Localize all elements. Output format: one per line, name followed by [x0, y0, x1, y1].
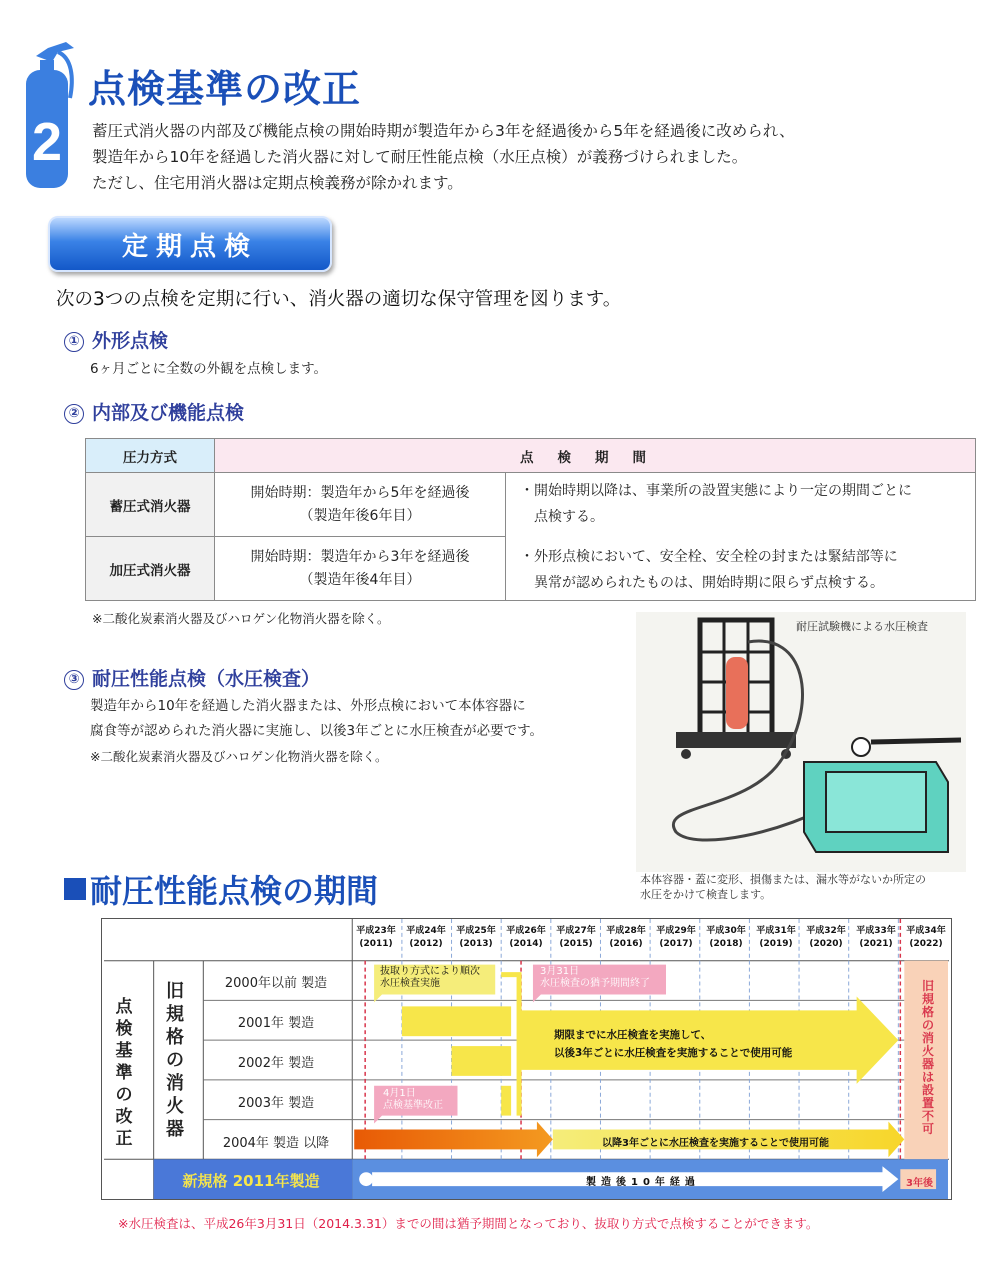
year-label	[751, 925, 801, 951]
heading-label: 外形点検	[92, 330, 169, 352]
intro-line: 製造年から10年を経過した消火器に対して耐圧性能点検（水圧点検）が義務づけられました。	[92, 148, 748, 166]
page-title: 点検基準の改正	[88, 67, 362, 111]
year-era: 平成33年	[856, 926, 896, 936]
year-label	[901, 925, 951, 951]
heading-external-inspection	[64, 326, 168, 353]
note-line: 異常が認められたものは、開始時期に限らず点検する。	[520, 574, 884, 591]
circled-number: ①	[64, 332, 84, 352]
row5-arrow-text: 以降3年ごとに水圧検査を実施することで使用可能	[602, 1138, 829, 1149]
big-arrow-text	[554, 1026, 792, 1062]
year-label	[551, 925, 601, 951]
year-era: 平成24年	[406, 926, 446, 936]
new-standard-label: 新規格 2011年製造	[182, 1171, 320, 1190]
year-ad: (2015)	[559, 939, 593, 949]
year-era: 平成29年	[656, 926, 696, 936]
table-header-period: 点検期間	[215, 439, 976, 473]
row-label: 2004年 製造 以降	[222, 1136, 330, 1151]
year-ad: (2019)	[759, 939, 793, 949]
year-ad: (2012)	[409, 939, 443, 949]
table-cell-name: 蓄圧式消火器	[86, 473, 215, 537]
year-ad: (2011)	[359, 939, 393, 949]
callout-line: 3月31日	[540, 966, 580, 977]
start-line: 開始時期：製造年から3年を経過後	[250, 548, 470, 565]
year-label	[451, 925, 501, 951]
table-cell-start	[215, 473, 506, 537]
year-label	[601, 925, 651, 951]
circled-number: ②	[64, 404, 84, 424]
start-line: （製造年後6年目）	[299, 507, 421, 524]
year-era: 平成34年	[906, 926, 946, 936]
callout-line: 水圧検査実施	[380, 978, 440, 989]
section-title-text: 耐圧性能点検の期間	[90, 872, 379, 910]
external-inspection-text: 6ヶ月ごとに全数の外観を点検します。	[90, 361, 328, 377]
callout-sampling-text	[380, 966, 480, 990]
square-bullet-icon	[64, 878, 86, 900]
year-ad: (2018)	[709, 939, 743, 949]
pink-vertical-label	[917, 980, 939, 1136]
year-era: 平成27年	[556, 926, 596, 936]
periodic-inspection-button[interactable]: 定期点検	[48, 216, 332, 272]
year-label	[851, 925, 901, 951]
yellow-bar-2003	[501, 1086, 511, 1116]
year-era: 平成26年	[506, 926, 546, 936]
pressure-inspection-text	[90, 694, 543, 769]
intro-text	[92, 118, 795, 196]
orange-arrow	[354, 1122, 553, 1158]
caption-line: 水圧をかけて検査します。	[640, 888, 772, 901]
year-label	[401, 925, 451, 951]
arrow-text-line: 期限までに水圧検査を実施して、	[554, 1029, 712, 1041]
heading-label: 内部及び機能点検	[92, 402, 245, 424]
year-ad: (2016)	[609, 939, 643, 949]
year-era: 平成28年	[606, 926, 646, 936]
fire-extinguisher-icon	[18, 38, 78, 188]
note-line: 点検する。	[520, 508, 604, 525]
inspection-table	[85, 438, 976, 601]
heading-pressure-inspection	[64, 664, 320, 691]
callout-revision-text	[383, 1088, 443, 1112]
pressure-period-title	[64, 866, 378, 912]
yellow-bar-2001	[402, 1006, 511, 1036]
note-line: ・開始時期以降は、事業所の設置実態により一定の期間ごとに	[520, 482, 912, 499]
arrow-text-line: 以後3年ごとに水圧検査を実施することで使用可能	[554, 1047, 793, 1059]
year-label	[351, 925, 401, 951]
callout-line: 水圧検査の猶予期間終了	[540, 978, 650, 989]
callout-line: 4月1日	[383, 1088, 416, 1099]
year-label	[801, 925, 851, 951]
row-label: 2002年 製造	[237, 1056, 315, 1071]
year-ad: (2022)	[909, 939, 943, 949]
year-era: 平成25年	[456, 926, 496, 936]
start-line: （製造年後4年目）	[299, 571, 421, 588]
year-era: 平成32年	[806, 926, 846, 936]
table-footnote: ※二酸化炭素消火器及びハロゲン化物消火器を除く。	[92, 611, 390, 626]
year-ad: (2020)	[809, 939, 843, 949]
body-line: ※二酸化炭素消火器及びハロゲン化物消火器を除く。	[90, 749, 388, 764]
old-standard-vertical-label	[155, 980, 195, 1141]
table-cell-start	[215, 537, 506, 601]
year-label	[701, 925, 751, 951]
yellow-bar-2002	[452, 1046, 512, 1076]
lead-text: 次の3つの点検を定期に行い、消火器の適切な保守管理を図ります。	[56, 289, 622, 310]
photo-caption-bottom	[640, 872, 926, 902]
row-label: 2001年 製造	[237, 1016, 315, 1031]
year-ad: (2017)	[659, 939, 693, 949]
year-era: 平成30年	[706, 926, 746, 936]
intro-line: 蓄圧式消火器の内部及び機能点検の開始時期が製造年から3年を経過後から5年を経過後に改められ、	[92, 122, 795, 140]
body-line: 製造年から10年を経過した消火器または、外形点検において本体容器に	[90, 698, 526, 714]
bottom-note: ※水圧検査は、平成26年3月31日（2014.3.31）までの間は猶予期間となっており、抜取り方式で点検することができます。	[118, 1216, 819, 1231]
year-era: 平成31年	[756, 926, 796, 936]
callout-grace-text	[540, 966, 650, 990]
callout-line: 点検基準改正	[383, 1100, 443, 1111]
table-cell-name: 加圧式消火器	[86, 537, 215, 601]
body-line: 腐食等が認められた消火器に実施し、以後3年ごとに水圧検査が必要です。	[90, 723, 544, 739]
circled-number: ③	[64, 670, 84, 690]
year-ad: (2014)	[509, 939, 543, 949]
year-ad: (2021)	[859, 939, 893, 949]
note-line: ・外形点検において、安全栓、安全栓の封または緊結部等に	[520, 548, 898, 565]
table-cell-notes	[506, 473, 976, 601]
row-label: 2000年以前 製造	[224, 976, 328, 991]
photo-caption-top: 耐圧試験機による水圧検査	[796, 620, 928, 633]
caption-line: 本体容器・蓋に変形、損傷または、漏水等がないか所定の	[640, 873, 926, 886]
row-label: 2003年 製造	[237, 1096, 315, 1111]
callout-line: 抜取り方式により順次	[380, 966, 480, 977]
vertical-text: 旧規格の消火器は設置不可	[921, 979, 934, 1136]
section-number: 2	[31, 112, 63, 172]
start-line: 開始時期：製造年から5年を経過後	[250, 484, 470, 501]
year-label	[651, 925, 701, 951]
year-label	[501, 925, 551, 951]
heading-label: 耐圧性能点検（水圧検査）	[92, 668, 321, 690]
year-ad: (2013)	[459, 939, 493, 949]
heading-internal-inspection	[64, 398, 244, 425]
vertical-text: 旧規格の消火器	[166, 981, 184, 1140]
left-vertical-label	[104, 996, 144, 1150]
table-header-method: 圧力方式	[86, 439, 215, 473]
intro-line: ただし、住宅用消火器は定期点検義務が除かれます。	[92, 174, 463, 192]
new-arrow-text: 製造後10年経過	[586, 1177, 700, 1188]
three-years-after-label: 3年後	[906, 1178, 933, 1189]
year-era: 平成23年	[356, 926, 396, 936]
pressure-test-illustration	[636, 612, 966, 872]
vertical-text: 点検基準の改正	[115, 997, 133, 1149]
